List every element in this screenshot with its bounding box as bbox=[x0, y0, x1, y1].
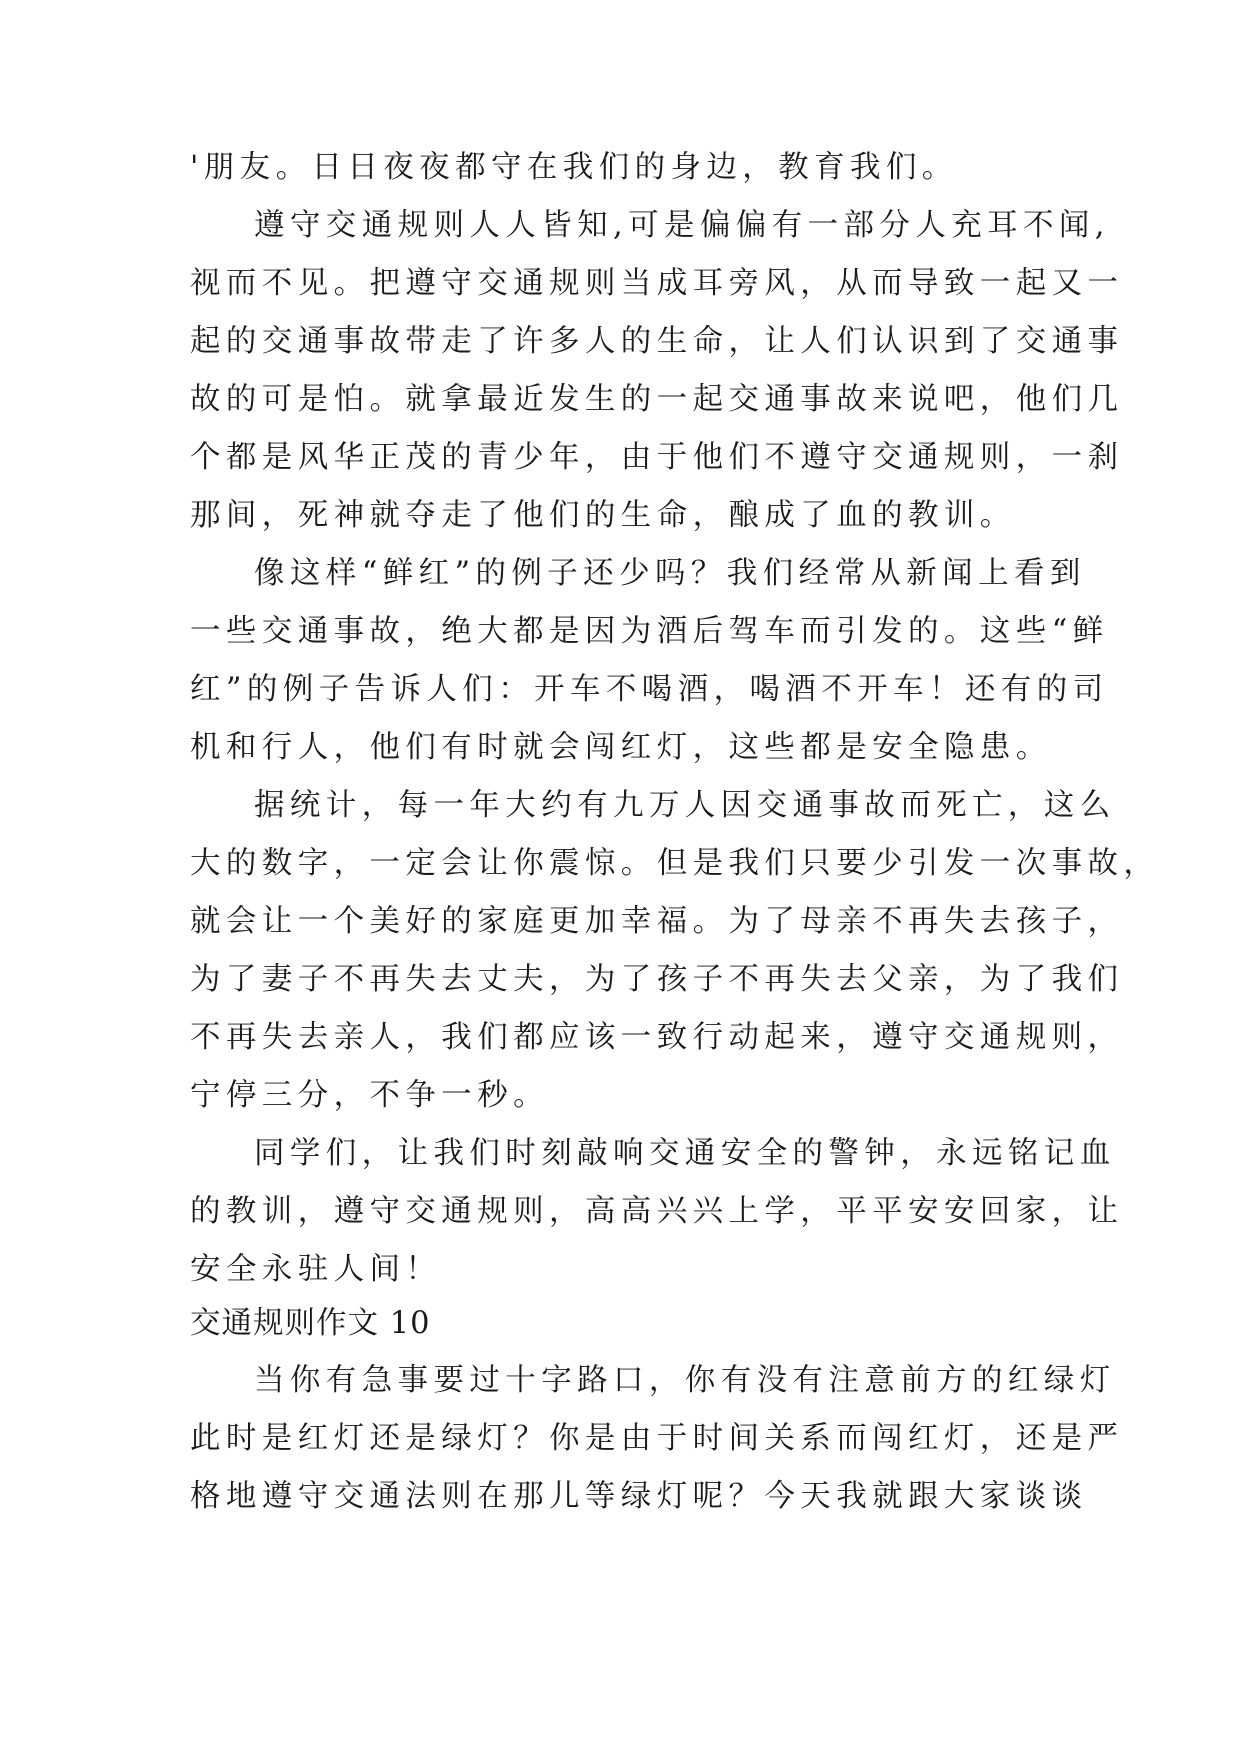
text-line: 视而不见。把遵守交通规则当成耳旁风，从而导致一起又一 bbox=[190, 266, 1124, 301]
text-line: 为了妻子不再失去丈夫，为了孩子不再失去父亲，为了我们 bbox=[190, 962, 1124, 997]
section-heading: 交通规则作文 10 bbox=[190, 1306, 431, 1341]
text-line: 安全永驻人间！ bbox=[190, 1252, 442, 1287]
text-line: 个都是风华正茂的青少年，由于他们不遵守交通规则，一刹 bbox=[190, 440, 1124, 475]
text-line: 就会让一个美好的家庭更加幸福。为了母亲不再失去孩子， bbox=[190, 904, 1124, 939]
text-line: 当你有急事要过十字路口，你有没有注意前方的红绿灯 bbox=[254, 1363, 1116, 1398]
text-line: 故的可是怕。就拿最近发生的一起交通事故来说吧，他们几 bbox=[190, 382, 1124, 417]
text-line: 一些交通事故，绝大都是因为酒后驾车而引发的。这些“鲜 bbox=[190, 614, 1109, 649]
text-line: 据统计，每一年大约有九万人因交通事故而死亡，这么 bbox=[254, 788, 1116, 823]
text-line: 同学们，让我们时刻敲响交通安全的警钟，永远铭记血 bbox=[254, 1136, 1116, 1171]
text-line: 格地遵守交通法则在那儿等绿灯呢？今天我就跟大家谈谈 bbox=[190, 1479, 1088, 1514]
text-line: 大的数字，一定会让你震惊。但是我们只要少引发一次事故， bbox=[190, 846, 1160, 881]
text-line: 宁停三分，不争一秒。 bbox=[190, 1078, 549, 1113]
text-line: 不再失去亲人，我们都应该一致行动起来，遵守交通规则， bbox=[190, 1020, 1124, 1055]
text-line: 机和行人，他们有时就会闯红灯，这些都是安全隐患。 bbox=[190, 730, 1052, 765]
text-line: 那间，死神就夺走了他们的生命，酿成了血的教训。 bbox=[190, 498, 1016, 533]
text-line: 起的交通事故带走了许多人的生命，让人们认识到了交通事 bbox=[190, 324, 1124, 359]
text-line: 的教训，遵守交通规则，高高兴兴上学，平平安安回家，让 bbox=[190, 1194, 1124, 1229]
text-line: '朋友。日日夜夜都守在我们的身边，教育我们。 bbox=[190, 150, 958, 185]
text-line: 此时是红灯还是绿灯？你是由于时间关系而闯红灯，还是严 bbox=[190, 1421, 1124, 1456]
text-line: 遵守交通规则人人皆知,可是偏偏有一部分人充耳不闻, bbox=[254, 208, 1110, 243]
text-line: 像这样“鲜红”的例子还少吗？我们经常从新闻上看到 bbox=[254, 556, 1086, 591]
text-line: 红”的例子告诉人们：开车不喝酒，喝酒不开车！还有的司 bbox=[190, 672, 1109, 707]
